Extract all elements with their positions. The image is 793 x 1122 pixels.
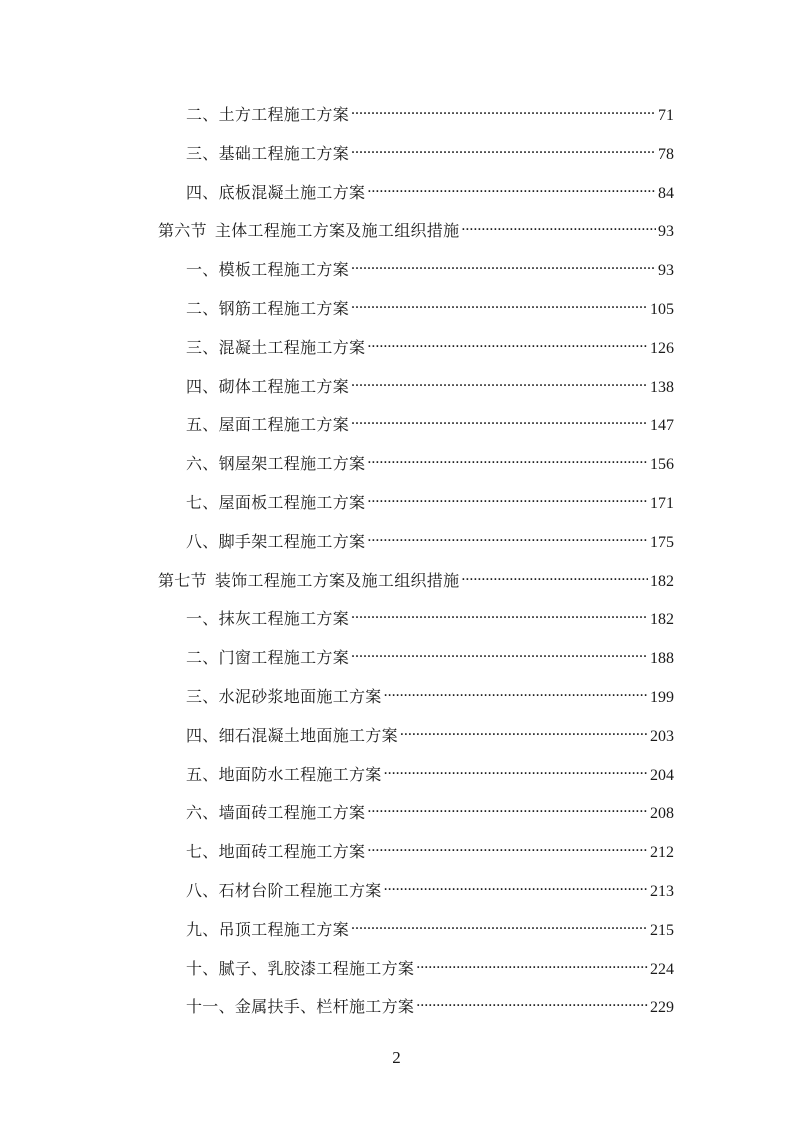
dot-leader: [416, 996, 648, 1012]
dot-leader: [351, 608, 648, 624]
toc-entry-page: 182: [650, 611, 674, 629]
dot-leader: [367, 492, 648, 508]
dot-leader: [351, 143, 656, 159]
dot-leader: [351, 376, 648, 392]
toc-entry-title: 三、水泥砂浆地面施工方案: [186, 688, 382, 706]
toc-entry-title: 三、基础工程施工方案: [186, 145, 350, 163]
toc-section-entry[interactable]: [158, 569, 674, 608]
toc-entry-title: 一、模板工程施工方案: [186, 262, 350, 280]
toc-entry[interactable]: [158, 918, 674, 957]
toc-entry-page: 71: [658, 107, 674, 124]
dot-leader: [367, 453, 648, 469]
toc-entry[interactable]: [158, 336, 674, 375]
toc-entry[interactable]: [158, 801, 674, 840]
toc-entry-title: 十、腻子、乳胶漆工程施工方案: [186, 960, 415, 978]
toc-entry-page: 229: [650, 999, 674, 1017]
toc-entry[interactable]: [158, 879, 674, 918]
toc-entry-page: 93: [658, 262, 674, 280]
toc-entry[interactable]: [158, 646, 674, 685]
dot-leader: [416, 958, 648, 974]
toc-entry-title: 六、钢屋架工程施工方案: [186, 456, 366, 474]
toc-entry[interactable]: [158, 995, 674, 1034]
toc-entry-title: 五、地面防水工程施工方案: [186, 766, 382, 784]
toc-entry[interactable]: [158, 452, 674, 491]
toc-entry-title: 三、混凝土工程施工方案: [186, 339, 366, 357]
toc-entry-title: 八、石材台阶工程施工方案: [186, 882, 382, 900]
toc-entry-page: 84: [658, 184, 674, 202]
dot-leader: [384, 764, 648, 780]
dot-leader: [367, 337, 648, 353]
toc-entry[interactable]: [158, 607, 674, 646]
dot-leader: [351, 919, 648, 935]
toc-entry[interactable]: [158, 413, 674, 452]
toc-entry-page: 105: [650, 300, 674, 318]
toc-entry-page: 182: [650, 572, 674, 590]
dot-leader: [461, 220, 656, 236]
toc-entry[interactable]: [158, 685, 674, 724]
toc-entry[interactable]: [158, 763, 674, 802]
toc-entry-page: 171: [650, 494, 674, 512]
toc-entry-page: 212: [650, 844, 674, 862]
toc-entry-title: 八、脚手架工程施工方案: [186, 533, 366, 551]
toc-entry-page: 213: [650, 882, 674, 900]
toc-entry-title: 七、屋面板工程施工方案: [186, 494, 366, 512]
toc-entry-title: 四、底板混凝土施工方案: [186, 184, 366, 202]
dot-leader: [351, 647, 648, 663]
toc-entry[interactable]: [158, 724, 674, 763]
toc-entry[interactable]: [158, 530, 674, 569]
toc-entry-title: 七、地面砖工程施工方案: [186, 844, 366, 862]
toc-entry-page: 208: [650, 805, 674, 823]
toc-entry-page: 78: [658, 145, 674, 163]
toc-entry[interactable]: [158, 181, 674, 220]
dot-leader: [351, 298, 648, 314]
toc-section-entry[interactable]: [158, 219, 674, 258]
toc-entry-title: 五、屋面工程施工方案: [186, 417, 350, 435]
section-title-text: 主体工程施工方案及施工组织措施: [214, 223, 460, 241]
dot-leader: [351, 104, 656, 120]
dot-leader: [367, 531, 648, 547]
dot-leader: [367, 182, 656, 198]
toc-entry-page: 138: [650, 378, 674, 396]
toc-entry-title: 二、钢筋工程施工方案: [186, 300, 350, 318]
toc-entry-page: 188: [650, 650, 674, 668]
section-title-text: 装饰工程施工方案及施工组织措施: [214, 572, 460, 590]
page-number: 2: [392, 1048, 401, 1067]
toc-entry[interactable]: [158, 103, 674, 142]
toc-entry-page: 224: [650, 960, 674, 978]
dot-leader: [384, 880, 648, 896]
dot-leader: [351, 414, 648, 430]
toc-entry-page: 156: [650, 456, 674, 474]
toc-entry-title: 六、墙面砖工程施工方案: [186, 805, 366, 823]
section-number: 第六节: [158, 223, 207, 241]
toc-section-title: [158, 219, 459, 245]
toc-entry-title: 九、吊顶工程施工方案: [186, 921, 350, 939]
toc-entry-page: 199: [650, 688, 674, 706]
toc-entry[interactable]: [158, 375, 674, 414]
toc-entry[interactable]: [158, 258, 674, 297]
toc-entry-page: 93: [658, 223, 674, 241]
toc-entry[interactable]: [158, 840, 674, 879]
toc-entry[interactable]: [158, 142, 674, 181]
dot-leader: [367, 802, 648, 818]
section-number: 第七节: [158, 572, 207, 590]
toc-entry-title: 一、抹灰工程施工方案: [186, 611, 350, 629]
toc-entry[interactable]: [158, 297, 674, 336]
dot-leader: [461, 570, 648, 586]
dot-leader: [400, 725, 648, 741]
toc-entry-page: 215: [650, 921, 674, 939]
toc-entry-page: 203: [650, 727, 674, 745]
toc-entry-title: 四、细石混凝土地面施工方案: [186, 727, 398, 745]
dot-leader: [351, 259, 656, 275]
toc-entry-page: 147: [650, 417, 674, 435]
toc-entry-title: 二、土方工程施工方案: [186, 107, 350, 124]
toc-section-title: [158, 569, 459, 595]
dot-leader: [384, 686, 648, 702]
toc-entry-page: 204: [650, 766, 674, 784]
toc-entry-title: 二、门窗工程施工方案: [186, 650, 350, 668]
toc-entry-title: 十一、金属扶手、栏杆施工方案: [186, 999, 415, 1017]
toc-entry-page: 175: [650, 533, 674, 551]
dot-leader: [367, 841, 648, 857]
toc-entry-title: 四、砌体工程施工方案: [186, 378, 350, 396]
toc-entry[interactable]: [158, 491, 674, 530]
toc-entry-page: 126: [650, 339, 674, 357]
table-of-contents: [158, 103, 674, 1034]
toc-entry[interactable]: [158, 957, 674, 996]
